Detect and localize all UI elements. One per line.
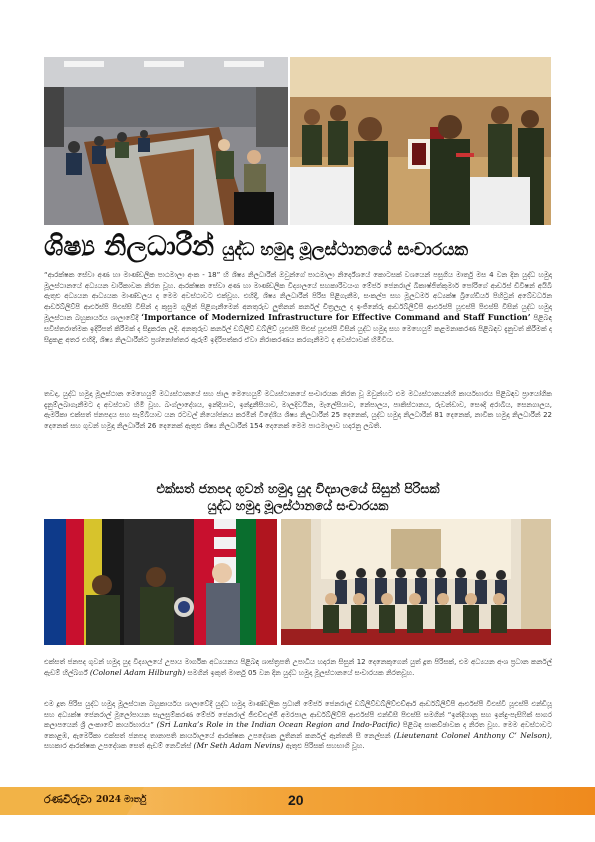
article2-p2-text-b: පිළිබඳ සාකච්ඡාවක ද නිරත වූහ. මෙම අවස්ථාවට කොළඹ, ඇමෙරිකා එක්සත් ජනපද තානාපති කාර්යාලයේ ආරක්ෂක උපදේශක ලුතිනන් කර්නල් ඇන්තනි සී නෙල්සන් <box>44 721 552 740</box>
issue-date: 2024 මාර්තු <box>96 795 147 805</box>
article2-paragraph-2 <box>44 699 552 752</box>
article2-p1-text-a: එක්සත් ජනපද ගුවන් හමුදා යුද විද්‍යාලයේ උපාය මාර්ගික අධ්‍යයනය පිළිබඳ ශාස්ත්‍රපති උපාධිය හදාරන සිසුන් 12 දෙනෙකුගෙන් යුත් දූත පිරිසක්, එම අධ්‍යයන අංශ ප්‍රධාන කර්නල් ඇඩම් හිල්බර්ග් <box>44 658 552 677</box>
article1-p1-bold-title: ‘Importance of Modernized Infrastructure for Effective Command and Staff Function’ <box>141 312 531 323</box>
magazine-name: රණවිරුවා <box>44 793 92 806</box>
article-headline <box>44 231 552 267</box>
article1-paragraph-1 <box>44 270 552 345</box>
article1-p1-text-a: “ආරක්ෂක සේවා අණ හා මාණ්ඩලික පාඨමාලා අංක - 18” හි ශිෂ්‍ය නිලධාරීන් ඔවුන්ගේ පාඨමාලා නිර්දේශයේ කොටසක් වශයෙන් පසුගිය මාර්තු මස 4 වන දින යුද්ධ හමුදා මූලස්ථානයේ අධ්‍යයන චාරිකාවක නිරත වූහ. ආරක්ෂක සේවා අණ හා මාණ්ඩලික විද්‍යාලයේ සහකාරිවයංග මේජර් ජෙනරාල් බිකාෂ්ජිත්කුමාර් පෝරිගේ ආර්ඩස් ඩිවිෂන් අයිබී ඇතුළු අධ්‍යයන ආධ්‍යයක මාණ්ඩලය ද මෙම අවස්ථාවට එක්වූහ. එහිදී, ශිෂ්‍ය නිලධාරීන් පිරිස පිළිගැනීම, සංකල්ප සහ මූලධර්ම අධ්‍යක්ෂ බ්‍රිගේඩියර් පිහිටුන් අබේවර්ධන ආර්ඩබ්ලිව්පී ආර්එස්පී පීඑස්සි විසින් ද කුසුම ගුලින් පිළිගැනීමෙන් අනතුරුව ලුතිනන් කර්නල් චිත්‍රලැල ද ඉංජිනේරු ආර්ඩබ්ලිව්පී ආර්එස්පී යූඑස්පී පීඑස්සි විසින් යුද්ධ හමුදා මූලස්ථාන බහුකාර්යය ශාලාවේදී <box>44 271 552 323</box>
article2-p1-text-b: සමගින් ඉකුත් මාර්තු 05 වන දින යුද්ධ හමුදා මූලස්ථානයේ සංචාරයක නිරතවූහ. <box>187 668 415 677</box>
article2-p2-italic-nelson: (Lieutenant Colonel Anthony C’ Nelson) <box>393 730 550 740</box>
article2-p2-text-c: , සහකාර ආරක්ෂක උපදේශක සෙත් ඇඩම් නෙවින්ස් <box>44 731 552 751</box>
article1-p2-text: තවද, යුද්ධ හමුදා මූලස්ථාන මෙහෙයුම් මධ්‍යස්ථානයේ සහ ජාල මෙහෙයුම් මධ්‍යස්ථානයේ සංචාරයක නිරත වූ ඔවුන්හට එම මධ්‍යස්ථානයන්හි කාර්යභාරය පිළිබඳව ප්‍රායෝගික දැනුම්ලබාගැනීමට ද අවස්ථාව හිමි වූහ. බංග්ලාදේශය, ඉන්දියාව, ඉන්දුනීසියාව, මාලදිවයින, මැලේසියාව, නේපාලය, පාකිස්ථානය, රුවන්ඩාව, සෞදි අරාබිය, සෙනගාලය, ඇමරිකා එක්සත් ජනපදය සහ සැම්බියාව යන රටවල් නියෝජනය කරමින් විදේශීය ශිෂ්‍ය නිලධාරීන් 25 දෙනෙක්, යුද්ධ හමුදා නිලධාරීන් 81 දෙනෙක්, නාවික හමුදා නිලධාරීන් 22 දෙනෙක් සහ ගුවන් හමුදා නිලධාරීන් 26 දෙනෙක් ඇතුළු ශිෂ්‍ය නිලධාරීන් 154 දෙනෙක් මෙම පාඨමාලාව හදාරනු ලබති. <box>44 390 553 430</box>
article2-p2-italic-nevins: (Mr Seth Adam Nevins) <box>193 741 284 751</box>
article1-p1-text-b: පිළිබඳ සවිස්තරාත්මක ඉදිරිපත් කිරීමක් ද සිදුකරන ලදි. අනතුරුව කර්නල් ඩබ්ලිව් ඩබ්ලිව් යූඑස්පී පීඑස් යූඑස්පී විසින් යුද්ධ හමුදා සහ මෙහෙයුම් කළමනාකරණ පිළිබඳව දැනුවත් කිරීමක් ද සිදුකළ අතර එහිදී, ශිෂ්‍ය නිලධාරීන්ට ප්‍රශ්නෝත්තර ඇරුම් ඉදිරිපත්කර ඒවා නිරාකරණය කරගැනීමට ද අවස්ථාවක් හිමිවිය. <box>44 314 552 344</box>
article2-headline-line1: එක්සත් ජනපද ගුවන් හමුදා යුද විද්‍යාලයේ සිසුන් පිරිසක් <box>156 481 440 496</box>
conference-room-photo <box>44 57 288 225</box>
article2-p1-italic: (Colonel Adam Hilburgh) <box>89 667 186 677</box>
flags-handshake-photo <box>44 519 277 645</box>
headline-secondary: යුද්ධ හමුදා මූලස්ථානයේ සංචාරයක <box>222 240 469 260</box>
article2-p2-text-a: එම දූත පිරිස යුද්ධ හමුදා මූලස්ථාන බහුකාර්යය ශාලාවේදී යුද්ධ හමුදා මාණ්ඩලික ප්‍රධානී මේජර් ජෙනරාල් ඩබ්ලිව්ඩබ්ලිව්එච්ආර් ආර්ඩබ්ලිව්පී ආර්එස්පී විඑස්වී යූඑස්පී එන්ඩීයූ සහ අධ්‍යක්ෂ ජෙනරාල් මූලෝපායන සැලසුම්කරණ මේජර් ජෙනරාල් ජීඑච්එල්ජී අමරපාල ආර්ඩබ්ලිව්පී ආර්එස්පී එන්ඩීසී පීඑස්සි සමගින් “ඉන්දියානු සහ ඉන්දු-පැසිෆික් සාගර කලාපයෙන් ශ්‍රී ලංකාවේ කාර්යභාරය” <box>44 700 552 730</box>
headline-primary: ශිෂ්‍ය නිලධාරීන් <box>44 231 215 262</box>
article2-p2-italic-topic: (Sri Lanka’s Role in the Indian Ocean Region and Indo-Pacific) <box>156 720 401 730</box>
article2-headline-line2: යුද්ධ හමුදා මූලස්ථානයේ සංචාරයක <box>207 498 389 513</box>
page-number: 20 <box>288 792 304 808</box>
plaque-presentation-photo <box>290 57 551 225</box>
group-photo <box>281 519 551 645</box>
article1-paragraph-2 <box>44 389 552 431</box>
article2-paragraph-1 <box>44 657 552 678</box>
article2-p2-text-d: ඇතුළු පිරිසක් සහභාගි වූහ. <box>285 742 365 751</box>
